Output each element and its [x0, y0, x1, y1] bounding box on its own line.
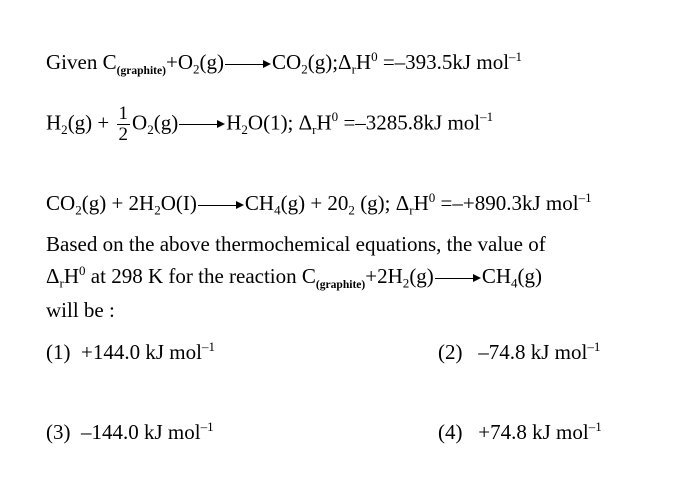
eq2-h2o-sub: 2 [241, 121, 248, 137]
question-line-1: Based on the above thermochemical equations, the value of [46, 232, 546, 256]
eq1-oxygen: +O [165, 50, 193, 74]
eq2-h2-sub: 2 [61, 121, 68, 137]
option-3[interactable] [46, 420, 214, 445]
question-delta: Δ [46, 264, 60, 288]
reaction-arrow-icon [435, 268, 481, 289]
reaction-arrow-icon [179, 114, 225, 135]
eq3-h2o-rest: O(I) [160, 191, 197, 215]
question-line-3: will be : [46, 298, 115, 322]
eq3-unit-sup: –1 [578, 189, 592, 205]
question-h2: +2H [365, 264, 403, 288]
question-h2-sub: 2 [402, 275, 410, 291]
equation-1 [46, 48, 523, 78]
question-line-2 [46, 262, 543, 292]
eq1-carbon-sub: (graphite) [116, 65, 166, 78]
eq3-ch4-sub: 4 [274, 202, 281, 218]
eq2-h2o: H [226, 110, 242, 135]
option-4-sup: –1 [588, 418, 602, 434]
eq1-h: H [355, 50, 372, 74]
question-h-sup: 0 [79, 262, 86, 278]
eq1-given: Given [46, 50, 98, 74]
eq1-delta: Δ [338, 50, 352, 74]
eq2-fraction [117, 104, 131, 145]
option-3-sup: –1 [200, 418, 214, 434]
question-carbon-sub: (graphite) [315, 279, 366, 292]
eq2-h2: H [46, 110, 62, 135]
option-2-sup: –1 [587, 338, 601, 354]
eq1-co2-sub: 2 [301, 61, 308, 77]
option-1-value: +144.0 kJ mol [81, 340, 202, 364]
eq2-h-sup: 0 [331, 109, 339, 125]
reaction-arrow-icon [198, 195, 244, 216]
eq2-h: H [316, 110, 332, 135]
equation-3 [46, 189, 592, 218]
option-2[interactable] [438, 340, 600, 365]
eq3-h2o-sub: 2 [154, 202, 161, 218]
eq3-value: =–+890.3kJ mol [435, 191, 579, 215]
option-1-label: (1) [46, 340, 71, 364]
eq3-ch4: CH [244, 191, 275, 215]
eq1-delta-sub: r [351, 61, 356, 77]
reaction-arrow-icon [225, 54, 271, 75]
question-ch4: CH [481, 264, 511, 288]
eq2-o2-state: (g) [153, 110, 179, 135]
eq3-co2-sub: 2 [75, 202, 82, 218]
eq3-co2-state: (g) + 2H [81, 191, 155, 215]
option-4-label: (4) [438, 420, 463, 444]
eq2-h2o-rest: O(1); Δ [247, 110, 313, 135]
eq2-delta-sub: r [312, 121, 317, 137]
question-ch4-state: (g) [517, 264, 543, 288]
question-h: H [63, 264, 80, 288]
eq1-unit-sup: –1 [509, 48, 523, 64]
eq3-delta-sub: r [409, 202, 414, 218]
eq1-value: =–393.5kJ mol [377, 50, 510, 74]
eq3-o2-state: (g); Δ [354, 191, 410, 215]
eq2-value: =–3285.8kJ mol [338, 110, 481, 135]
eq2-unit-sup: –1 [480, 109, 494, 125]
question-ch4-sub: 4 [511, 275, 518, 291]
option-3-value: –144.0 kJ mol [81, 420, 201, 444]
question-h2-state: (g) [409, 264, 434, 288]
eq3-h: H [413, 191, 429, 215]
eq2-o2-sub: 2 [147, 121, 154, 137]
eq1-oxygen-sub: 2 [193, 61, 200, 77]
eq1-carbon: C [102, 50, 117, 74]
eq1-h-sup: 0 [371, 48, 378, 64]
option-4-value: +74.8 kJ mol [478, 420, 589, 444]
eq2-frac-num: 1 [118, 103, 129, 124]
eq2-h2-state: (g) + [67, 110, 115, 135]
eq3-ch4-state: (g) + 20 [280, 191, 349, 215]
option-2-value: –74.8 kJ mol [478, 340, 588, 364]
option-3-label: (3) [46, 420, 71, 444]
eq3-h-sup: 0 [428, 189, 436, 205]
question-delta-sub: r [59, 275, 64, 291]
option-4[interactable] [438, 420, 602, 445]
eq1-co2: CO [272, 50, 302, 74]
eq1-oxygen-state: (g) [199, 50, 225, 74]
eq3-o2-sub: 2 [348, 202, 355, 218]
eq3-co2: CO [46, 191, 76, 215]
equation-2 [46, 104, 493, 145]
option-2-label: (2) [438, 340, 463, 364]
eq1-co2-state: (g); [307, 50, 339, 74]
eq2-frac-den: 2 [118, 123, 129, 145]
question-line-2-text: at 298 K for the reaction C [85, 264, 316, 288]
option-1-sup: –1 [201, 338, 215, 354]
option-1[interactable] [46, 340, 215, 365]
eq2-o2: O [132, 110, 148, 135]
